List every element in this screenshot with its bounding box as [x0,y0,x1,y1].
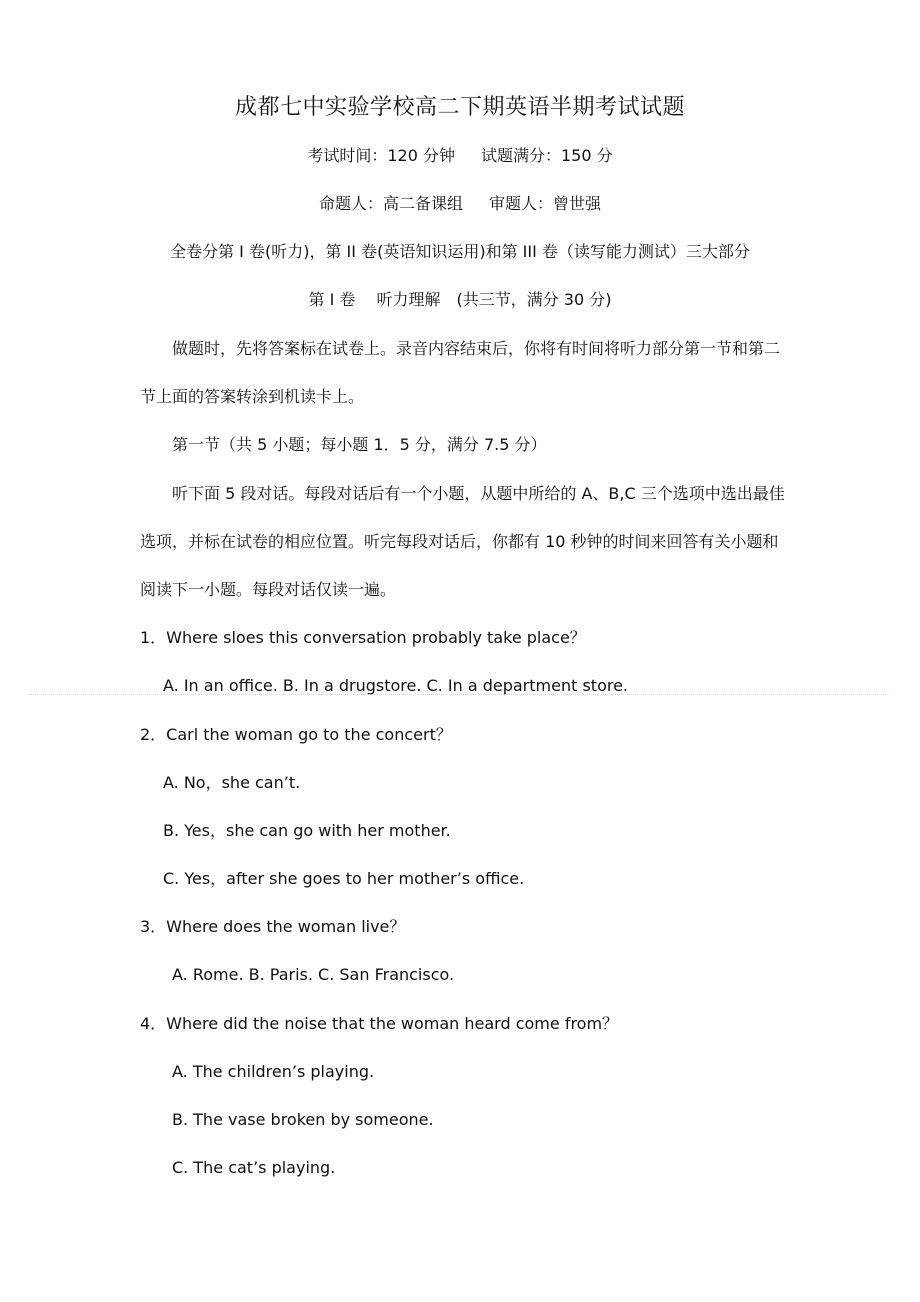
section1-heading: 第一节（共 5 小题；每小题 1．5 分，满分 7.5 分） [172,435,547,454]
exam-info-line [0,146,920,166]
reviewer: 审题人：曾世强 [489,194,602,213]
instruction-line-2: 节上面的答案转涂到机读卡上。 [140,387,365,406]
setter-info-line [0,194,920,214]
question-stem: 2．Carl the woman go to the concert？ [140,725,452,744]
exam-time: 考试时间：120 分钟 [307,146,455,165]
question-stem: 3．Where does the woman live？ [140,917,406,936]
section1-instruction-line-3: 阅读下一小题。每段对话仅读一遍。 [140,580,397,599]
question-option: B. Yes，she can go with her mother. [163,821,451,840]
full-score: 试题满分：150 分 [481,146,613,165]
page-divider [30,694,890,695]
section1-instruction-line-1: 听下面 5 段对话。每段对话后有一个小题，从题中所给的 A、B,C 三个选项中选出最佳 [172,484,785,503]
question-option: A. No，she can’t. [163,773,301,792]
question-stem: 1．Where sloes this conversation probably take place？ [140,628,586,647]
question-option: C. The cat’s playing. [172,1158,336,1177]
setter: 命题人：高二备课组 [318,194,463,213]
exam-title: 成都七中实验学校高二下期英语半期考试试题 [234,95,685,120]
paper-structure: 全卷分第 I 卷(听力)，第 II 卷(英语知识运用)和第 III 卷（读写能力测试）三大部分 [170,242,750,261]
question-stem: 4．Where did the noise that the woman heard come from？ [140,1014,619,1033]
part1-heading: 第 I 卷 听力理解 (共三节，满分 30 分) [308,290,612,309]
question-option: A. Rome. B. Paris. C. San Francisco. [172,965,455,984]
instruction-line-1: 做题时，先将答案标在试卷上。录音内容结束后，你将有时间将听力部分第一节和第二 [172,339,781,358]
question-option: C. Yes，after she goes to her mother’s office. [163,869,525,888]
question-option: B. The vase broken by someone. [172,1110,434,1129]
question-option: A. In an office. B. In a drugstore. C. In a department store. [163,676,629,695]
section1-instruction-line-2: 选项，并标在试卷的相应位置。听完每段对话后，你都有 10 秒钟的时间来回答有关小题和 [140,532,779,551]
question-option: A. The children’s playing. [172,1062,375,1081]
